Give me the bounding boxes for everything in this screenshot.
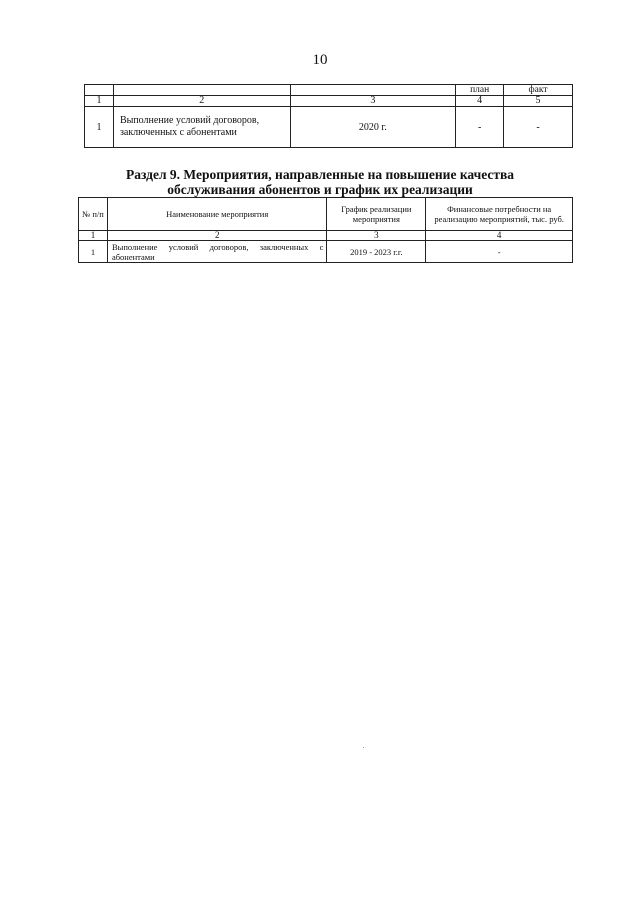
- column-number: 1: [85, 96, 114, 107]
- row-year: 2020 г.: [290, 107, 456, 148]
- row-name: Выполнение условий договоров, заключенных с абонентами: [113, 107, 290, 148]
- column-number: 4: [426, 231, 573, 241]
- column-number: 5: [504, 96, 573, 107]
- results-table: [84, 84, 573, 148]
- header-cell: [290, 85, 456, 96]
- header-schedule: График реализации мероприятия: [327, 198, 426, 231]
- row-fact: -: [504, 107, 573, 148]
- row-schedule: 2019 - 2023 г.г.: [327, 241, 426, 263]
- row-number: 1: [85, 107, 114, 148]
- section-title: [0, 167, 640, 197]
- column-number: 4: [456, 96, 504, 107]
- row-number: 1: [79, 241, 108, 263]
- row-finance: -: [426, 241, 573, 263]
- measures-table: [78, 197, 573, 263]
- header-name: Наименование мероприятия: [107, 198, 326, 231]
- column-number: 1: [79, 231, 108, 241]
- column-number-row: [85, 96, 573, 107]
- table-header-row: [79, 198, 573, 231]
- header-fact: факт: [504, 85, 573, 96]
- header-cell: [85, 85, 114, 96]
- header-finance: Финансовые потребности на реализацию мероприятий, тыс. руб.: [426, 198, 573, 231]
- section-title-line2: обслуживания абонентов и график их реализации: [167, 182, 473, 197]
- column-number: 2: [107, 231, 326, 241]
- column-number-row: [79, 231, 573, 241]
- scan-speck: [363, 747, 364, 748]
- header-cell: [113, 85, 290, 96]
- table-row: [85, 107, 573, 148]
- section-title-line1: Раздел 9. Мероприятия, направленные на повышение качества: [125, 167, 515, 182]
- header-plan: план: [456, 85, 504, 96]
- table-header-row: [85, 85, 573, 96]
- column-number: 3: [327, 231, 426, 241]
- header-num: № п/п: [79, 198, 108, 231]
- row-plan: -: [456, 107, 504, 148]
- table-row: [79, 241, 573, 263]
- page-number: 10: [312, 52, 328, 68]
- column-number: 3: [290, 96, 456, 107]
- row-name: Выполнение условий договоров, заключенных с абонентами: [107, 241, 326, 263]
- column-number: 2: [113, 96, 290, 107]
